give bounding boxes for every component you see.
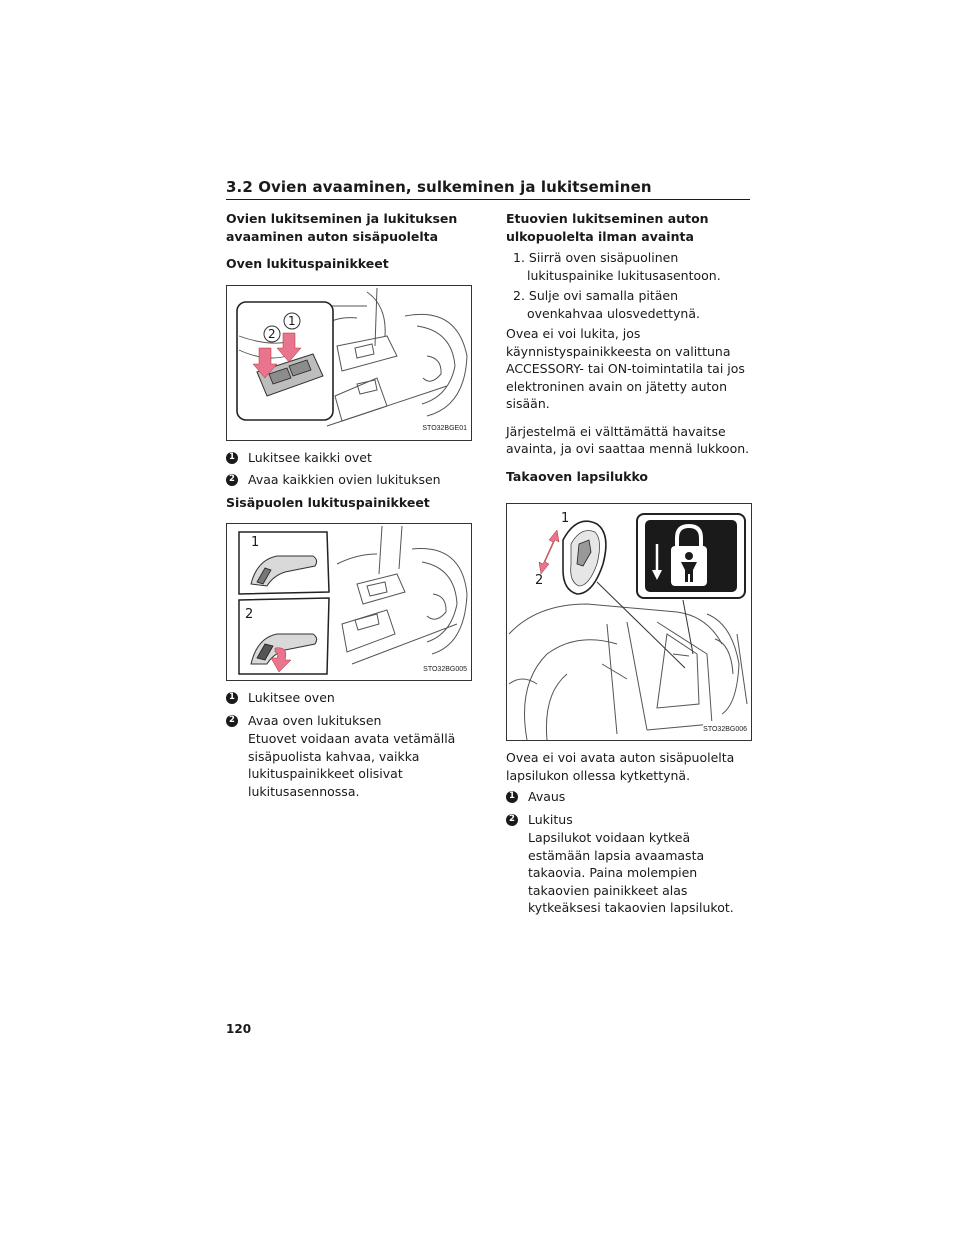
list-item (226, 449, 472, 467)
callout-text: Avaa oven lukituksen (248, 712, 382, 728)
heading-inside-locking: Ovien lukitseminen ja lukituksen avaaminen auton sisäpuolelta (226, 211, 458, 244)
figure-callout-2: 2 (535, 573, 544, 588)
list-item (226, 689, 472, 707)
callout-text: Avaus (528, 789, 566, 804)
heading-inside-lock-buttons: Sisäpuolen lukituspainikkeet (226, 494, 430, 510)
callout-number: 2 (226, 715, 238, 727)
figure-code: STO32BG005 (423, 661, 467, 679)
left-column (226, 210, 472, 804)
callout-text: Avaa kaikkien ovien lukituksen (248, 472, 441, 487)
figure-callout-1: 1 (561, 511, 570, 526)
callout-number: 2 (226, 474, 238, 486)
figure-callout-1: 1 (251, 535, 260, 550)
figure-door-lock-switches (226, 285, 472, 441)
figure-callout-1: 1 (288, 313, 296, 328)
step-item: 1. Siirrä oven sisäpuolinen lukituspainike lukitusasentoon. (513, 250, 721, 283)
callout-number: 1 (226, 452, 238, 464)
heading-child-lock: Takaoven lapsilukko (506, 468, 649, 484)
heading-outside-locking: Etuovien lukitseminen auton ulkopuolelta ilman avainta (506, 211, 709, 244)
callout-number: 1 (506, 791, 518, 803)
figure-callout-2: 2 (245, 607, 254, 622)
list-item (226, 712, 472, 730)
figure-code: STO32BG006 (703, 721, 747, 739)
list-item (226, 471, 472, 489)
callout-number: 1 (226, 692, 238, 704)
right-column (506, 210, 752, 921)
callout-number: 2 (506, 814, 518, 826)
figure-inside-lock-buttons (226, 523, 472, 681)
figure-callout-2: 2 (268, 326, 276, 341)
paragraph: Järjestelmä ei välttämättä havaitse avainta, ja ovi saattaa mennä lukkoon. (506, 423, 750, 456)
callout-text: Lukitsee kaikki ovet (248, 449, 372, 465)
callout-note: Lapsilukot voidaan kytkeä estämään lapsia avaamasta takaovia. Paina molempien takaovien painikkeet alas kytkeäksesi takaovien lapsilukot. (528, 830, 734, 915)
page-number: 120 (226, 1022, 252, 1036)
paragraph: Ovea ei voi avata auton sisäpuolelta lapsilukon ollessa kytkettynä. (506, 750, 735, 783)
heading-lock-switches: Oven lukituspainikkeet (226, 256, 389, 271)
list-item (506, 788, 752, 806)
paragraph: Ovea ei voi lukita, jos käynnistyspainikkeesta on valittuna ACCESSORY- tai ON-toimintatila tai jos elektroninen avain on jätetty auton sisään. (506, 326, 745, 411)
callout-text: Lukitsee oven (248, 690, 335, 705)
section-divider (226, 199, 750, 200)
figure-code: STO32BGE01 (422, 420, 467, 438)
list-item (506, 811, 752, 829)
section-title: 3.2 Ovien avaaminen, sulkeminen ja lukitseminen (226, 178, 652, 196)
step-item: 2. Sulje ovi samalla pitäen ovenkahvaa ulosvedettynä. (513, 288, 700, 321)
callout-text: Lukitus (528, 811, 573, 827)
callout-note: Etuovet voidaan avata vetämällä sisäpuolista kahvaa, vaikka lukituspainikkeet olisivat lukitusasennossa. (248, 731, 456, 799)
figure-child-lock (506, 503, 752, 741)
